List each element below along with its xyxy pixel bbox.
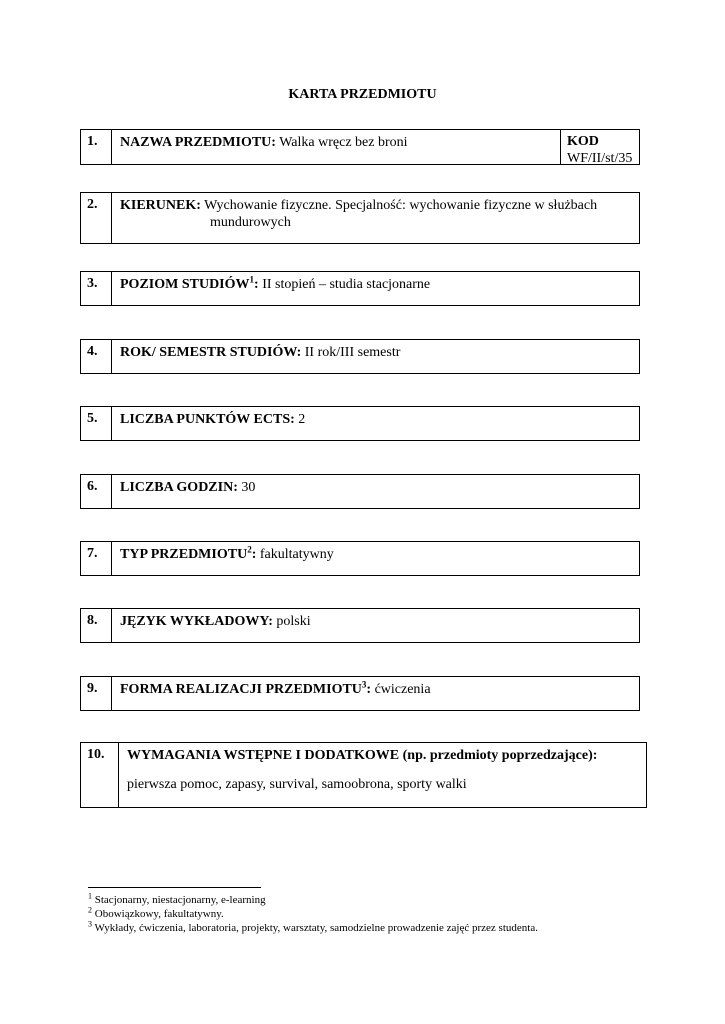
row-content bbox=[120, 344, 633, 361]
row-course-name bbox=[80, 129, 640, 165]
row-content bbox=[120, 411, 633, 428]
row-course-type bbox=[80, 541, 640, 576]
footnote-text: Obowiązkowy, fakultatywny. bbox=[92, 908, 224, 920]
field-value: 30 bbox=[237, 480, 256, 495]
row-ects-points bbox=[80, 406, 640, 441]
row-prerequisites bbox=[80, 742, 647, 808]
field-value: fakultatywny bbox=[256, 547, 334, 562]
row-number: 9. bbox=[81, 677, 112, 710]
footnote-ref: 1 bbox=[249, 274, 255, 285]
field-label: POZIOM STUDIÓW bbox=[120, 277, 250, 292]
field-value-continued: mundurowych bbox=[210, 215, 291, 230]
footnote-mark: 2 bbox=[88, 905, 92, 915]
field-colon: : bbox=[251, 547, 257, 562]
field-value: Wychowanie fizyczne. Specjalność: wychowanie fizyczne w służbach bbox=[200, 198, 598, 213]
row-content bbox=[120, 546, 633, 563]
field-value: Walka wręcz bez broni bbox=[275, 135, 408, 150]
row-content bbox=[120, 276, 633, 293]
field-colon: : bbox=[254, 277, 259, 292]
footnote-mark: 3 bbox=[88, 919, 92, 929]
row-form-of-realization bbox=[80, 676, 640, 711]
field-value: ćwiczenia bbox=[371, 682, 431, 697]
row-number: 6. bbox=[81, 475, 112, 508]
field-value: 2 bbox=[294, 412, 306, 427]
code-value: WF/II/st/35 bbox=[567, 151, 633, 166]
row-year-semester bbox=[80, 339, 640, 374]
field-label: TYP PRZEDMIOTU bbox=[120, 547, 248, 562]
row-number: 2. bbox=[81, 193, 112, 243]
row-language bbox=[80, 608, 640, 643]
field-label: KIERUNEK: bbox=[120, 198, 201, 213]
row-content bbox=[120, 134, 554, 151]
code-cell bbox=[560, 130, 639, 164]
row-content bbox=[120, 613, 633, 630]
footnote-text: Wykłady, ćwiczenia, laboratoria, projekty, warsztaty, samodzielne prowadzenie zajęć przez studenta. bbox=[92, 922, 538, 934]
field-label: NAZWA PRZEDMIOTU: bbox=[120, 135, 276, 150]
field-label: WYMAGANIA WSTĘPNE I DODATKOWE (np. przedmioty poprzedzające): bbox=[127, 748, 598, 763]
row-number: 3. bbox=[81, 272, 112, 305]
field-value: pierwsza pomoc, zapasy, survival, samoobrona, sporty walki bbox=[127, 777, 467, 792]
footnote-item bbox=[88, 893, 538, 907]
field-value: II rok/III semestr bbox=[301, 345, 401, 360]
code-label: KOD bbox=[567, 134, 599, 149]
row-study-level bbox=[80, 271, 640, 306]
row-number: 10. bbox=[81, 743, 119, 807]
page-title: KARTA PRZEDMIOTU bbox=[288, 87, 437, 102]
footnote-item bbox=[88, 907, 538, 921]
field-label: FORMA REALIZACJI PRZEDMIOTU bbox=[120, 682, 362, 697]
field-value: polski bbox=[272, 614, 311, 629]
row-number: 1. bbox=[81, 130, 112, 164]
row-hours bbox=[80, 474, 640, 509]
row-content bbox=[120, 681, 633, 698]
row-content bbox=[127, 747, 640, 793]
footnote-ref: 3 bbox=[361, 679, 367, 690]
row-field-of-study bbox=[80, 192, 640, 244]
footnote-item bbox=[88, 921, 538, 935]
field-label: ROK/ SEMESTR STUDIÓW: bbox=[120, 345, 302, 360]
field-label: LICZBA GODZIN: bbox=[120, 480, 238, 495]
footnote-divider bbox=[88, 887, 261, 888]
field-value: II stopień – studia stacjonarne bbox=[258, 277, 431, 292]
footnotes bbox=[88, 893, 538, 935]
footnote-text: Stacjonarny, niestacjonarny, e-learning bbox=[92, 894, 266, 906]
row-number: 7. bbox=[81, 542, 112, 575]
field-label: JĘZYK WYKŁADOWY: bbox=[120, 614, 273, 629]
row-number: 5. bbox=[81, 407, 112, 440]
field-label: LICZBA PUNKTÓW ECTS: bbox=[120, 412, 295, 427]
footnote-mark: 1 bbox=[88, 891, 92, 901]
row-number: 8. bbox=[81, 609, 112, 642]
footnote-ref: 2 bbox=[247, 544, 252, 555]
field-colon: : bbox=[366, 682, 372, 697]
row-number: 4. bbox=[81, 340, 112, 373]
row-content bbox=[120, 479, 633, 496]
row-content bbox=[120, 197, 633, 231]
